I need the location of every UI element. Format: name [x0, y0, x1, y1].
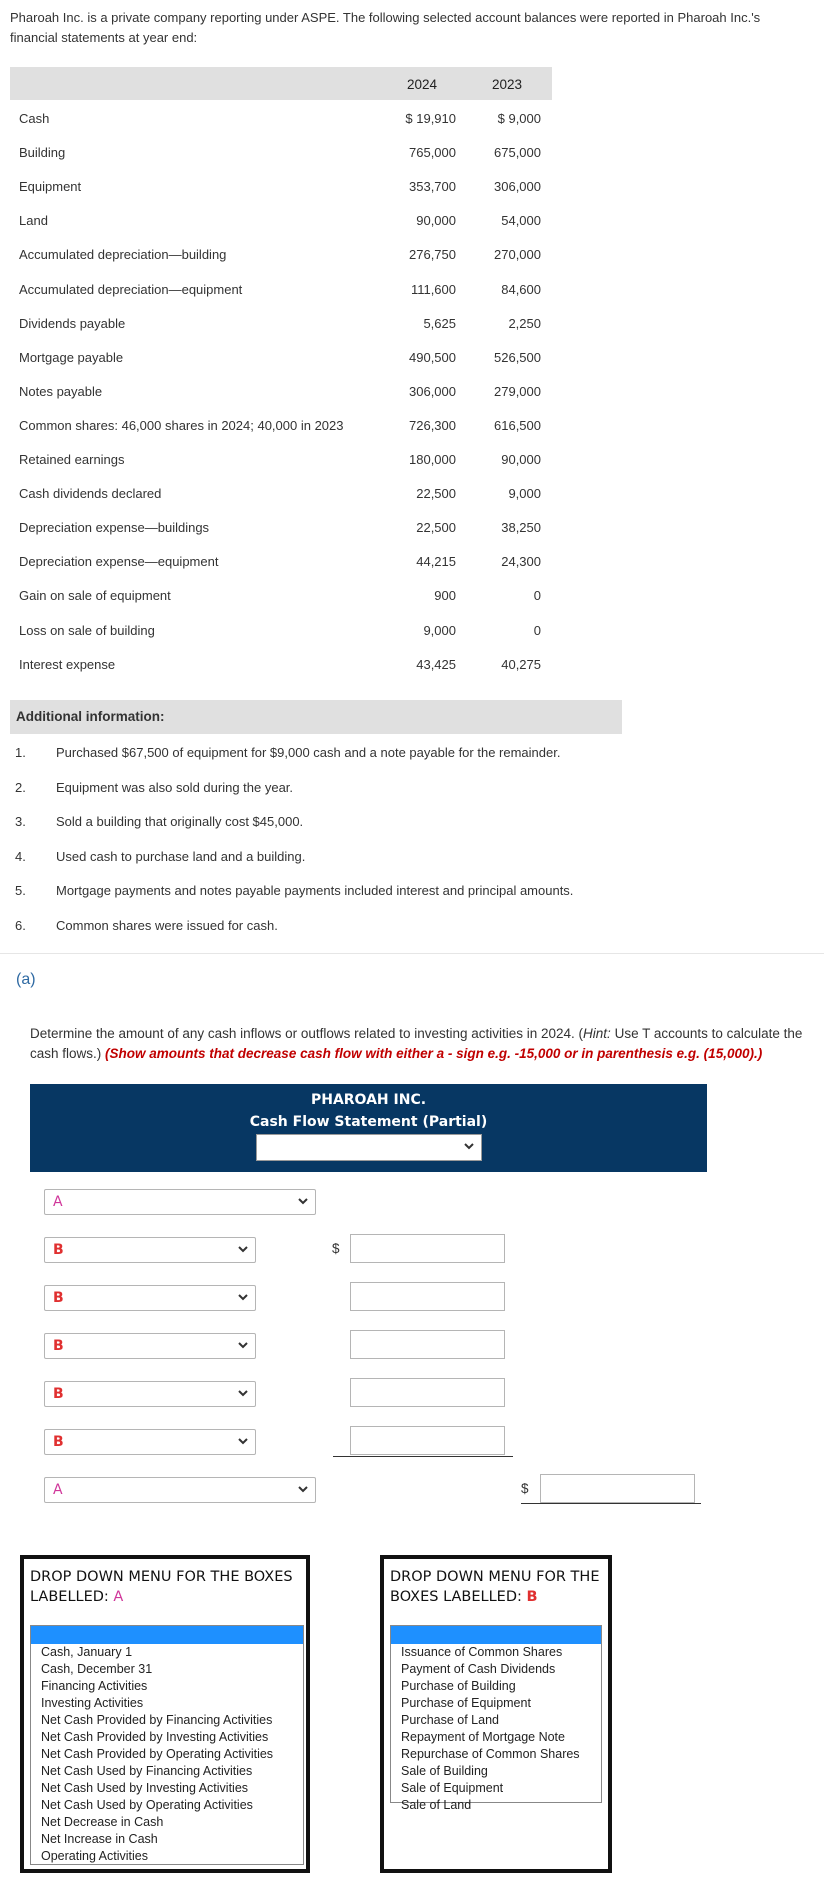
- balance-row: [19, 316, 549, 336]
- dropdown-option: Investing Activities: [41, 1696, 144, 1710]
- balance-2023: 306,000: [494, 179, 541, 195]
- total-rule: [521, 1503, 701, 1504]
- dropdown-a-letter: A: [113, 1589, 124, 1605]
- balance-2024: $ 19,910: [405, 111, 456, 126]
- balance-label: Depreciation expense—buildings: [19, 520, 210, 536]
- balance-row: [19, 145, 549, 165]
- balance-row: [19, 520, 549, 540]
- balance-2023: 2,250: [508, 315, 541, 331]
- additional-info-item: [15, 849, 305, 864]
- balance-2024: 44,215: [416, 554, 456, 570]
- balance-label: Retained earnings: [19, 452, 125, 467]
- dropdown-option: Net Cash Used by Investing Activities: [41, 1781, 249, 1795]
- dropdown-b-title-text: DROP DOWN MENU FOR THE BOXES LABELLED:: [390, 1569, 600, 1605]
- amount-input-b-5[interactable]: [350, 1426, 505, 1455]
- chevron-down-icon: [463, 1139, 475, 1153]
- balance-row: [19, 486, 549, 506]
- balance-2024: 306,000: [409, 383, 456, 399]
- balance-2024: 353,700: [409, 179, 456, 195]
- item-number: 2.: [15, 779, 26, 795]
- cfs-period-select[interactable]: [256, 1134, 482, 1161]
- dropdown-option: Cash, January 1: [41, 1645, 133, 1659]
- item-number: 3.: [15, 814, 26, 830]
- tag-b: B: [53, 1290, 64, 1306]
- tag-a: A: [53, 1482, 63, 1498]
- balance-label: Depreciation expense—equipment: [19, 554, 219, 570]
- dropdown-a-title: [30, 1567, 306, 1607]
- item-number: 1.: [15, 745, 26, 760]
- balance-row: [19, 418, 549, 438]
- amount-input-b-1[interactable]: [350, 1234, 505, 1263]
- amount-input-total[interactable]: [540, 1474, 695, 1503]
- balances-header: [10, 67, 552, 100]
- balance-2024: 900: [434, 588, 456, 604]
- select-a-total[interactable]: [44, 1477, 316, 1503]
- item-text: Purchased $67,500 of equipment for $9,000 cash and a note payable for the remainder.: [56, 745, 561, 760]
- dropdown-option: Net Cash Used by Financing Activities: [41, 1764, 253, 1778]
- chevron-down-icon: [237, 1434, 249, 1448]
- balance-2023: 9,000: [508, 486, 541, 502]
- dropdown-option: Net Cash Provided by Financing Activities: [41, 1713, 273, 1727]
- dropdown-option: Sale of Building: [401, 1764, 488, 1778]
- amount-input-b-3[interactable]: [350, 1330, 505, 1359]
- balance-row: [19, 452, 549, 472]
- balance-2023: 24,300: [501, 554, 541, 570]
- dropdown-option: Purchase of Equipment: [401, 1696, 531, 1710]
- balance-label: Cash: [19, 111, 50, 126]
- cfs-title: Cash Flow Statement (Partial): [249, 1114, 488, 1130]
- balance-2023: $ 9,000: [497, 111, 541, 126]
- tag-b: B: [53, 1338, 64, 1354]
- balance-2024: 43,425: [416, 656, 456, 672]
- additional-info-item: [15, 814, 303, 829]
- question-hint-text: Use T accounts to calculate the cash flows.): [30, 1026, 803, 1061]
- balance-row: [19, 350, 549, 370]
- additional-info-item: [15, 883, 573, 898]
- additional-info-item: [15, 745, 560, 760]
- dropdown-b-letter: B: [526, 1589, 538, 1605]
- balance-label: Equipment: [19, 179, 82, 195]
- dropdown-option: Net Cash Used by Operating Activities: [41, 1798, 253, 1812]
- dropdown-b-highlight: [391, 1626, 601, 1644]
- item-number: 5.: [15, 883, 26, 899]
- dropdown-a-panel: [20, 1555, 310, 1873]
- dropdown-option: Cash, December 31: [41, 1662, 153, 1676]
- balance-row: [19, 623, 549, 643]
- balance-row: [19, 213, 549, 233]
- balance-label: Accumulated depreciation—equipment: [19, 281, 243, 297]
- dropdown-b-title: [390, 1567, 608, 1607]
- dropdown-option: Net Cash Provided by Operating Activities: [41, 1747, 274, 1761]
- select-a-heading[interactable]: [44, 1189, 316, 1215]
- balance-2023: 40,275: [501, 656, 541, 672]
- dollar-sign-total: $: [521, 1481, 529, 1496]
- year-2023-header: 2023: [492, 77, 523, 92]
- balance-2024: 90,000: [416, 213, 456, 229]
- chevron-down-icon: [237, 1386, 249, 1400]
- tag-b: B: [53, 1242, 64, 1258]
- cfs-company: PHAROAH INC.: [310, 1092, 427, 1108]
- item-text: Sold a building that originally cost $45,000.: [56, 814, 304, 830]
- balance-label: Notes payable: [19, 383, 103, 399]
- chevron-down-icon: [297, 1194, 309, 1208]
- chevron-down-icon: [237, 1290, 249, 1304]
- question-hint-label: Hint:: [583, 1026, 611, 1041]
- balance-2023: 279,000: [494, 383, 541, 399]
- cfs-header: [30, 1084, 707, 1172]
- dropdown-option: Repurchase of Common Shares: [401, 1747, 580, 1761]
- dropdown-a-list: [30, 1625, 304, 1865]
- dropdown-option: Net Decrease in Cash: [41, 1815, 164, 1829]
- dropdown-b-list: [390, 1625, 602, 1812]
- balance-label: Common shares: 46,000 shares in 2024; 40,000 in 2023: [19, 417, 344, 433]
- balance-label: Dividends payable: [19, 315, 126, 331]
- item-text: Used cash to purchase land and a building.: [56, 848, 306, 864]
- dropdown-option: Payment of Cash Dividends: [401, 1662, 556, 1676]
- select-b-3[interactable]: [44, 1333, 256, 1359]
- item-text: Equipment was also sold during the year.: [56, 779, 294, 795]
- dropdown-option: Sale of Land: [401, 1798, 472, 1812]
- dropdown-option: Net Increase in Cash: [41, 1832, 158, 1846]
- balance-2024: 276,750: [409, 247, 456, 263]
- tag-b: B: [53, 1434, 64, 1450]
- balance-row: [19, 247, 549, 267]
- tag-a: A: [53, 1194, 63, 1210]
- balance-row: [19, 282, 549, 302]
- balance-2023: 38,250: [501, 520, 541, 536]
- balance-2023: 90,000: [501, 452, 541, 467]
- balance-label: Accumulated depreciation—building: [19, 247, 227, 263]
- dollar-sign: $: [332, 1241, 340, 1256]
- balance-label: Loss on sale of building: [19, 622, 155, 638]
- dropdown-b-panel: [380, 1555, 612, 1873]
- chevron-down-icon: [297, 1482, 309, 1496]
- divider: [0, 953, 824, 954]
- additional-info-item: [15, 780, 293, 795]
- year-2024-header: 2024: [407, 77, 438, 92]
- balance-row: [19, 384, 549, 404]
- select-b-5[interactable]: [44, 1429, 256, 1455]
- dropdown-option: Sale of Equipment: [401, 1781, 504, 1795]
- dropdown-option: Financing Activities: [41, 1679, 148, 1693]
- dropdown-option: Issuance of Common Shares: [401, 1645, 563, 1659]
- balance-2024: 5,625: [423, 315, 456, 331]
- select-b-2[interactable]: [44, 1285, 256, 1311]
- balance-label: Building: [19, 145, 66, 161]
- balance-2023: 54,000: [501, 213, 541, 229]
- tag-b: B: [53, 1386, 64, 1402]
- balance-2024: 490,500: [409, 349, 456, 365]
- balance-2023: 84,600: [501, 281, 541, 297]
- balance-2023: 675,000: [494, 145, 541, 161]
- balance-2023: 616,500: [494, 417, 541, 433]
- balance-row: [19, 179, 549, 199]
- balance-2023: 526,500: [494, 349, 541, 365]
- chevron-down-icon: [237, 1242, 249, 1256]
- item-number: 6.: [15, 918, 26, 933]
- amount-input-b-2[interactable]: [350, 1282, 505, 1311]
- part-label: (a): [16, 971, 36, 988]
- balance-2023: 0: [533, 588, 541, 604]
- balance-2024: 9,000: [423, 622, 456, 638]
- item-text: Mortgage payments and notes payable payments included interest and principal amounts.: [56, 883, 574, 899]
- additional-info-title: Additional information:: [16, 709, 165, 724]
- intro-text: Pharoah Inc. is a private company reporting under ASPE. The following selected account balances were reported in Pharoah Inc.'s financial statements at year end:: [10, 10, 761, 45]
- balance-2024: 765,000: [409, 145, 456, 161]
- select-b-4[interactable]: [44, 1381, 256, 1407]
- balance-label: Mortgage payable: [19, 349, 124, 365]
- subtotal-rule: [333, 1456, 513, 1457]
- dropdown-a-title-text: DROP DOWN MENU FOR THE BOXES LABELLED:: [30, 1569, 293, 1605]
- balance-2024: 22,500: [416, 520, 456, 536]
- additional-info-item: [15, 918, 278, 933]
- item-text: Common shares were issued for cash.: [56, 918, 278, 933]
- balance-label: Land: [19, 213, 48, 229]
- dropdown-option: Purchase of Land: [401, 1713, 499, 1727]
- balance-2024: 111,600: [410, 281, 456, 297]
- question-main: Determine the amount of any cash inflows or outflows related to investing activities in 2024. (: [30, 1026, 584, 1041]
- balance-label: Gain on sale of equipment: [19, 588, 171, 604]
- chevron-down-icon: [237, 1338, 249, 1352]
- balance-2023: 0: [533, 622, 541, 638]
- dropdown-option: Operating Activities: [41, 1849, 148, 1863]
- balance-label: Cash dividends declared: [19, 486, 162, 502]
- balance-2024: 180,000: [409, 452, 456, 467]
- amount-input-b-4[interactable]: [350, 1378, 505, 1407]
- dropdown-option: Repayment of Mortgage Note: [401, 1730, 565, 1744]
- dropdown-option: Purchase of Building: [401, 1679, 516, 1693]
- question-instruction: (Show amounts that decrease cash flow with either a - sign e.g. -15,000 or in parenthesis e.g. (15,000).): [105, 1046, 763, 1061]
- balance-row: [19, 588, 549, 608]
- item-number: 4.: [15, 848, 26, 864]
- balance-2024: 726,300: [409, 417, 456, 433]
- dropdown-a-highlight: [31, 1626, 303, 1644]
- question-text: [30, 1024, 820, 1064]
- balance-label: Interest expense: [19, 656, 116, 672]
- balance-2024: 22,500: [416, 486, 456, 502]
- select-b-1[interactable]: [44, 1237, 256, 1263]
- balance-row: [19, 657, 549, 677]
- balance-row: [19, 554, 549, 574]
- dropdown-option: Net Cash Provided by Investing Activities: [41, 1730, 269, 1744]
- balance-2023: 270,000: [494, 247, 541, 263]
- balance-row: [19, 111, 549, 131]
